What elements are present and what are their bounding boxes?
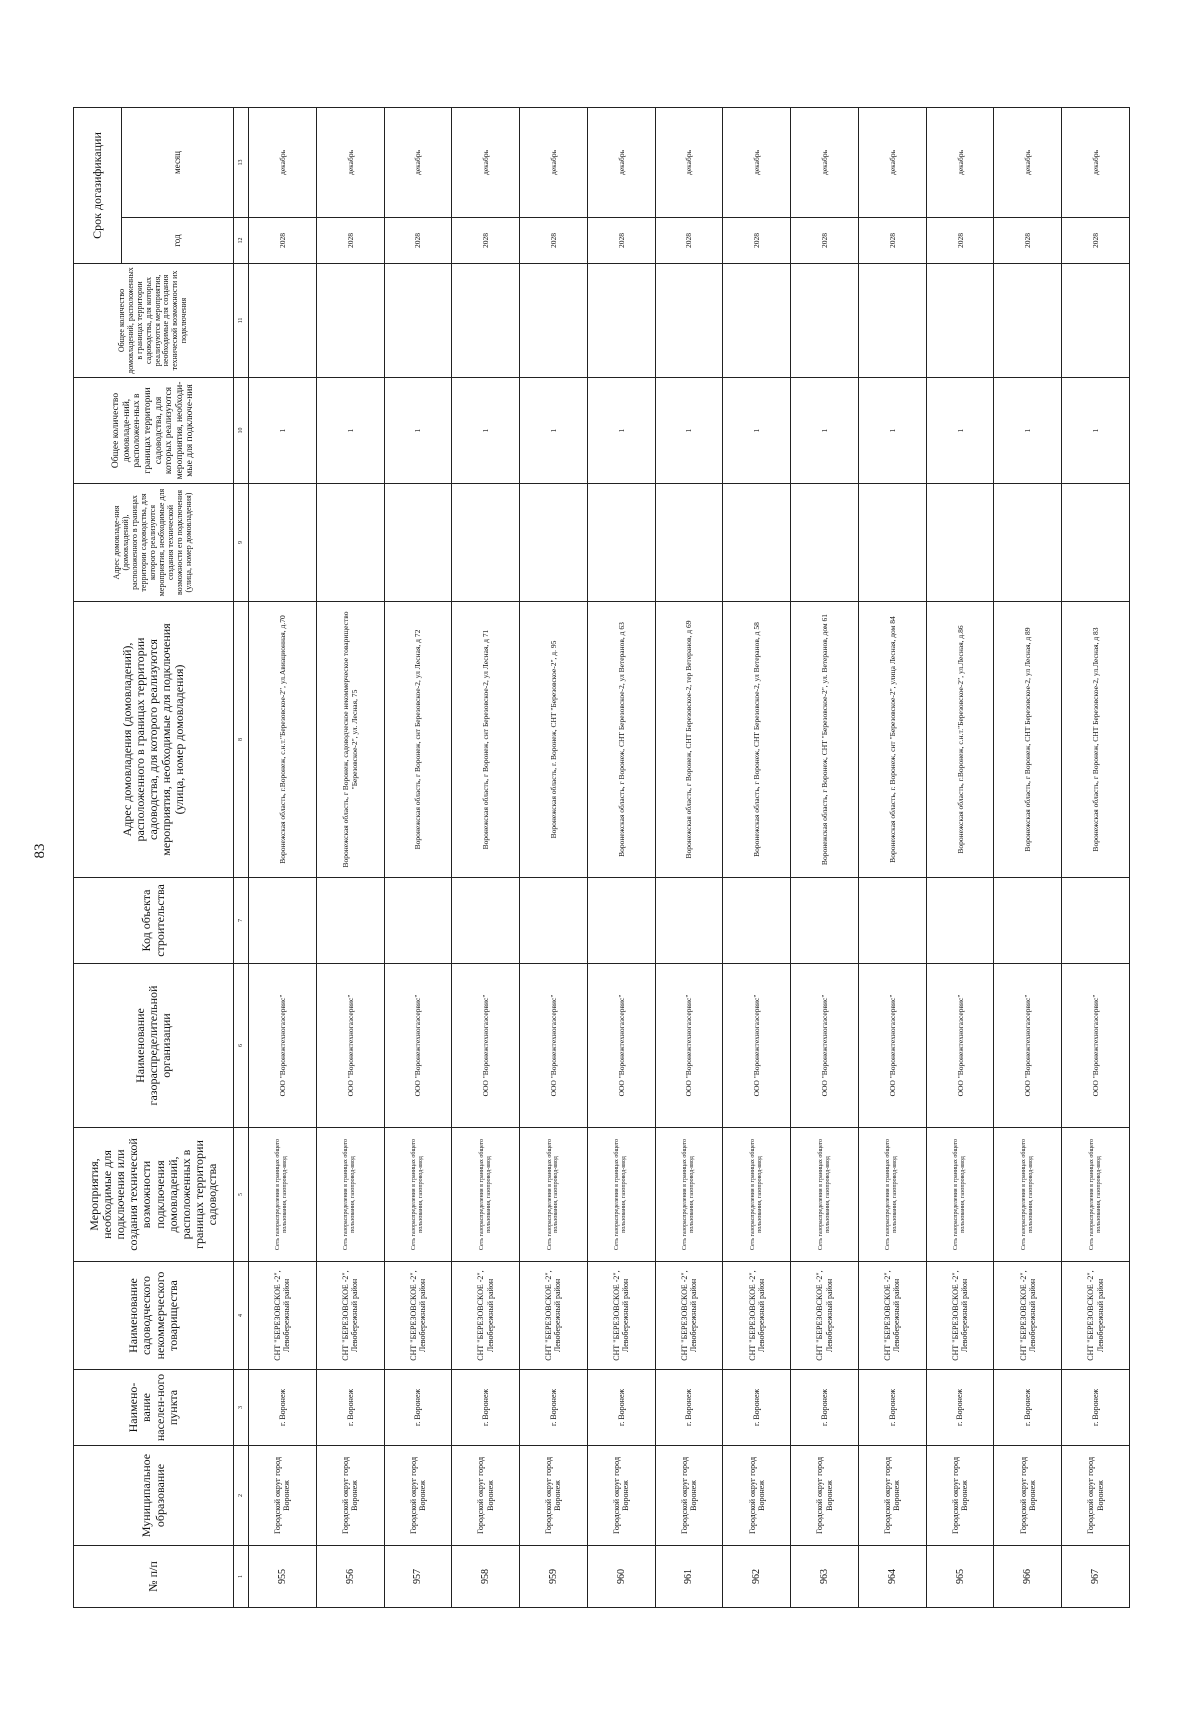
gas-org-cell: ООО "Воронежтехногазсервис"	[858, 964, 926, 1128]
month-cell: декабрь	[520, 107, 588, 217]
object-code-cell	[249, 878, 317, 964]
address-cell: Воронежская область, г Воронеж, снт Березовское-2, ул Лесная, д 71	[452, 602, 520, 878]
header-address: Адрес домовладения (домовладений), расположенного в границах территории садоводства, для которого реализуются мероприятия, необходимые для подключения (улица, номер домовладения)	[74, 602, 234, 878]
settlement-cell: г. Воронеж	[723, 1370, 791, 1446]
object-code-cell	[587, 878, 655, 964]
table-row	[791, 107, 859, 1607]
row-number-cell: 958	[452, 1546, 520, 1608]
row-number-cell: 965	[926, 1546, 994, 1608]
municipality-cell: Городской округ город Воронеж	[587, 1446, 655, 1546]
municipality-cell: Городской округ город Воронеж	[384, 1446, 452, 1546]
count-tech-cell	[926, 264, 994, 378]
address-tech-cell	[587, 484, 655, 602]
header-object-code: Код объекта строительства	[74, 878, 234, 964]
count-tech-cell	[723, 264, 791, 378]
object-code-cell	[858, 878, 926, 964]
gasification-table	[73, 107, 1130, 1608]
municipality-cell: Городской округ город Воронеж	[249, 1446, 317, 1546]
column-number: 1	[234, 1546, 249, 1608]
settlement-cell: г. Воронеж	[858, 1370, 926, 1446]
municipality-cell: Городской округ город Воронеж	[858, 1446, 926, 1546]
count-tech-cell	[384, 264, 452, 378]
snt-cell: СНТ "БЕРЕЗОВСКОЕ -2", Левобережный район	[655, 1262, 723, 1370]
address-tech-cell	[520, 484, 588, 602]
row-number-cell: 962	[723, 1546, 791, 1608]
count-cell: 1	[452, 378, 520, 484]
header-count-tech: Общее количество домовладений, расположенных в границах территории садоводства, для которых реализуются мероприятия, необходимые для создания технической возможности их подключения	[74, 264, 234, 378]
count-cell: 1	[1062, 378, 1130, 484]
address-tech-cell	[1062, 484, 1130, 602]
row-number-cell: 966	[994, 1546, 1062, 1608]
municipality-cell: Городской округ город Воронеж	[452, 1446, 520, 1546]
month-cell: декабрь	[655, 107, 723, 217]
settlement-cell: г. Воронеж	[452, 1370, 520, 1446]
object-code-cell	[452, 878, 520, 964]
column-number: 10	[234, 378, 249, 484]
month-cell: декабрь	[316, 107, 384, 217]
column-number: 7	[234, 878, 249, 964]
snt-cell: СНТ "БЕРЕЗОВСКОЕ -2", Левобережный район	[520, 1262, 588, 1370]
gas-org-cell: ООО "Воронежтехногазсервис"	[452, 964, 520, 1128]
address-tech-cell	[926, 484, 994, 602]
activities-cell: Сеть газораспределения в границах общего пользования, газопровод-ввод	[384, 1128, 452, 1262]
object-code-cell	[384, 878, 452, 964]
month-cell: декабрь	[723, 107, 791, 217]
object-code-cell	[655, 878, 723, 964]
row-number-cell: 957	[384, 1546, 452, 1608]
table-body	[249, 107, 1130, 1607]
table-row	[655, 107, 723, 1607]
table-row	[1062, 107, 1130, 1607]
gas-org-cell: ООО "Воронежтехногазсервис"	[791, 964, 859, 1128]
count-tech-cell	[452, 264, 520, 378]
activities-cell: Сеть газораспределения в границах общего пользования, газопровод-ввод	[249, 1128, 317, 1262]
snt-cell: СНТ "БЕРЕЗОВСКОЕ -2", Левобережный район	[384, 1262, 452, 1370]
address-cell: Воронежская область, г Воронеж, снт Березовское-2, ул Лесная, д 72	[384, 602, 452, 878]
settlement-cell: г. Воронеж	[655, 1370, 723, 1446]
address-tech-cell	[791, 484, 859, 602]
activities-cell: Сеть газораспределения в границах общего пользования, газопровод-ввод	[926, 1128, 994, 1262]
row-number-cell: 961	[655, 1546, 723, 1608]
month-cell: декабрь	[249, 107, 317, 217]
row-number-cell: 964	[858, 1546, 926, 1608]
count-cell: 1	[655, 378, 723, 484]
table-row	[994, 107, 1062, 1607]
month-cell: декабрь	[994, 107, 1062, 217]
snt-cell: СНТ "БЕРЕЗОВСКОЕ -2", Левобережный район	[249, 1262, 317, 1370]
object-code-cell	[791, 878, 859, 964]
address-tech-cell	[655, 484, 723, 602]
object-code-cell	[520, 878, 588, 964]
address-cell: Воронежская область, г.Воронеж, с.н.т."Березовское-2", ул.Авиационная, д.70	[249, 602, 317, 878]
address-tech-cell	[994, 484, 1062, 602]
count-cell: 1	[520, 378, 588, 484]
column-number: 9	[234, 484, 249, 602]
address-tech-cell	[452, 484, 520, 602]
row-number-cell: 959	[520, 1546, 588, 1608]
table-row	[723, 107, 791, 1607]
snt-cell: СНТ "БЕРЕЗОВСКОЕ -2", Левобережный район	[858, 1262, 926, 1370]
table-row	[520, 107, 588, 1607]
year-cell: 2028	[994, 218, 1062, 264]
activities-cell: Сеть газораспределения в границах общего пользования, газопровод-ввод	[520, 1128, 588, 1262]
settlement-cell: г. Воронеж	[926, 1370, 994, 1446]
municipality-cell: Городской округ город Воронеж	[520, 1446, 588, 1546]
row-number-cell: 967	[1062, 1546, 1130, 1608]
count-cell: 1	[587, 378, 655, 484]
activities-cell: Сеть газораспределения в границах общего пользования, газопровод-ввод	[587, 1128, 655, 1262]
address-cell: Воронежская область, г. Воронеж, СНТ "Березовское-2", д. 95	[520, 602, 588, 878]
count-tech-cell	[316, 264, 384, 378]
snt-cell: СНТ "БЕРЕЗОВСКОЕ -2", Левобережный район	[316, 1262, 384, 1370]
address-cell: Воронежская область, г Воронеж, СНТ Березовское-2, ул Ветеранов, д 58	[723, 602, 791, 878]
year-cell: 2028	[655, 218, 723, 264]
count-cell: 1	[791, 378, 859, 484]
municipality-cell: Городской округ город Воронеж	[655, 1446, 723, 1546]
count-cell: 1	[249, 378, 317, 484]
row-number-cell: 960	[587, 1546, 655, 1608]
address-tech-cell	[249, 484, 317, 602]
object-code-cell	[1062, 878, 1130, 964]
activities-cell: Сеть газораспределения в границах общего пользования, газопровод-ввод	[316, 1128, 384, 1262]
header-municipality: Муниципальное образование	[74, 1446, 234, 1546]
settlement-cell: г. Воронеж	[587, 1370, 655, 1446]
address-cell: Воронежская область, г Воронеж, СНТ Березовское-2, ул Ветеранов, д 63	[587, 602, 655, 878]
gas-org-cell: ООО "Воронежтехногазсервис"	[384, 964, 452, 1128]
address-cell: Воронежская область, г Воронеж, СНТ "Березовское-2", ул. Ветеранов, дом 61	[791, 602, 859, 878]
activities-cell: Сеть газораспределения в границах общего пользования, газопровод-ввод	[1062, 1128, 1130, 1262]
settlement-cell: г. Воронеж	[791, 1370, 859, 1446]
activities-cell: Сеть газораспределения в границах общего пользования, газопровод-ввод	[723, 1128, 791, 1262]
table-row	[249, 107, 317, 1607]
municipality-cell: Городской округ город Воронеж	[1062, 1446, 1130, 1546]
count-cell: 1	[384, 378, 452, 484]
address-tech-cell	[723, 484, 791, 602]
table-row	[316, 107, 384, 1607]
settlement-cell: г. Воронеж	[249, 1370, 317, 1446]
gas-org-cell: ООО "Воронежтехногазсервис"	[1062, 964, 1130, 1128]
count-cell: 1	[316, 378, 384, 484]
address-cell: Воронежская область, г Воронеж, СНТ Березовское-2, тер Ветеранов, д 69	[655, 602, 723, 878]
count-tech-cell	[994, 264, 1062, 378]
count-tech-cell	[1062, 264, 1130, 378]
page-number: 83	[32, 843, 48, 859]
month-cell: декабрь	[926, 107, 994, 217]
header-count: Общее количество домовладе-ний, расположен-ных в границах территории садоводства, для которых реализуются мероприятия, необходи-мые для подключе-ния	[74, 378, 234, 484]
activities-cell: Сеть газораспределения в границах общего пользования, газопровод-ввод	[655, 1128, 723, 1262]
header-month: месяц	[122, 107, 234, 217]
gas-org-cell: ООО "Воронежтехногазсервис"	[994, 964, 1062, 1128]
month-cell: декабрь	[587, 107, 655, 217]
count-tech-cell	[587, 264, 655, 378]
column-number: 11	[234, 264, 249, 378]
header-settlement: Наимено-вание населен-ного пункта	[74, 1370, 234, 1446]
table-row	[452, 107, 520, 1607]
month-cell: декабрь	[452, 107, 520, 217]
object-code-cell	[926, 878, 994, 964]
count-cell: 1	[723, 378, 791, 484]
gas-org-cell: ООО "Воронежтехногазсервис"	[926, 964, 994, 1128]
gas-org-cell: ООО "Воронежтехногазсервис"	[520, 964, 588, 1128]
gas-org-cell: ООО "Воронежтехногазсервис"	[316, 964, 384, 1128]
count-tech-cell	[858, 264, 926, 378]
header-snt: Наименование садоводческого некоммерческого товарищества	[74, 1262, 234, 1370]
row-number-cell: 956	[316, 1546, 384, 1608]
activities-cell: Сеть газораспределения в границах общего пользования, газопровод-ввод	[858, 1128, 926, 1262]
snt-cell: СНТ "БЕРЕЗОВСКОЕ -2", Левобережный район	[994, 1262, 1062, 1370]
object-code-cell	[723, 878, 791, 964]
count-tech-cell	[791, 264, 859, 378]
column-number: 8	[234, 602, 249, 878]
snt-cell: СНТ "БЕРЕЗОВСКОЕ -2", Левобережный район	[1062, 1262, 1130, 1370]
address-tech-cell	[316, 484, 384, 602]
municipality-cell: Городской округ город Воронеж	[723, 1446, 791, 1546]
row-number-cell: 955	[249, 1546, 317, 1608]
gas-org-cell: ООО "Воронежтехногазсервис"	[587, 964, 655, 1128]
snt-cell: СНТ "БЕРЕЗОВСКОЕ -2", Левобережный район	[791, 1262, 859, 1370]
column-number: 4	[234, 1262, 249, 1370]
municipality-cell: Городской округ город Воронеж	[791, 1446, 859, 1546]
gas-org-cell: ООО "Воронежтехногазсервис"	[249, 964, 317, 1128]
activities-cell: Сеть газораспределения в границах общего пользования, газопровод-ввод	[994, 1128, 1062, 1262]
header-index: № п/п	[74, 1546, 234, 1608]
count-tech-cell	[249, 264, 317, 378]
column-number: 6	[234, 964, 249, 1128]
count-cell: 1	[858, 378, 926, 484]
object-code-cell	[316, 878, 384, 964]
snt-cell: СНТ "БЕРЕЗОВСКОЕ -2", Левобережный район	[452, 1262, 520, 1370]
address-tech-cell	[858, 484, 926, 602]
settlement-cell: г. Воронеж	[994, 1370, 1062, 1446]
column-number: 5	[234, 1128, 249, 1262]
snt-cell: СНТ "БЕРЕЗОВСКОЕ -2", Левобережный район	[723, 1262, 791, 1370]
year-cell: 2028	[384, 218, 452, 264]
gas-org-cell: ООО "Воронежтехногазсервис"	[723, 964, 791, 1128]
year-cell: 2028	[587, 218, 655, 264]
settlement-cell: г. Воронеж	[520, 1370, 588, 1446]
column-number: 13	[234, 107, 249, 217]
count-cell: 1	[926, 378, 994, 484]
address-cell: Воронежская область, г Воронеж, садоводческое некоммерческое товарищество "Березовское-2", ул. Лесная, 75	[316, 602, 384, 878]
address-tech-cell	[384, 484, 452, 602]
rotated-page	[73, 108, 1130, 1608]
month-cell: декабрь	[384, 107, 452, 217]
year-cell: 2028	[1062, 218, 1130, 264]
table-row	[858, 107, 926, 1607]
table-row	[926, 107, 994, 1607]
count-cell: 1	[994, 378, 1062, 484]
snt-cell: СНТ "БЕРЕЗОВСКОЕ -2", Левобережный район	[587, 1262, 655, 1370]
object-code-cell	[994, 878, 1062, 964]
column-number: 12	[234, 218, 249, 264]
activities-cell: Сеть газораспределения в границах общего пользования, газопровод-ввод	[791, 1128, 859, 1262]
municipality-cell: Городской округ город Воронеж	[316, 1446, 384, 1546]
header-address-tech: Адрес домовладе-ния (домовладений), расположенного в границах территории садоводства, для которого реализуются мероприятия, необходимые для создания технической возможности его подключения (улица, номер домовладения)	[74, 484, 234, 602]
count-tech-cell	[520, 264, 588, 378]
settlement-cell: г. Воронеж	[1062, 1370, 1130, 1446]
year-cell: 2028	[316, 218, 384, 264]
year-cell: 2028	[249, 218, 317, 264]
gas-org-cell: ООО "Воронежтехногазсервис"	[655, 964, 723, 1128]
settlement-cell: г. Воронеж	[384, 1370, 452, 1446]
snt-cell: СНТ "БЕРЕЗОВСКОЕ -2", Левобережный район	[926, 1262, 994, 1370]
year-cell: 2028	[520, 218, 588, 264]
municipality-cell: Городской округ город Воронеж	[994, 1446, 1062, 1546]
count-tech-cell	[655, 264, 723, 378]
month-cell: декабрь	[858, 107, 926, 217]
activities-cell: Сеть газораспределения в границах общего пользования, газопровод-ввод	[452, 1128, 520, 1262]
year-cell: 2028	[723, 218, 791, 264]
column-number: 2	[234, 1446, 249, 1546]
address-cell: Воронежская область, г. Воронеж, снт "Березовское-2", улица Лесная, дом 84	[858, 602, 926, 878]
year-cell: 2028	[858, 218, 926, 264]
header-term: Срок догазификации	[74, 107, 122, 263]
header-gas-org: Наименование газораспределительной организации	[74, 964, 234, 1128]
column-number-row	[234, 107, 249, 1607]
municipality-cell: Городской округ город Воронеж	[926, 1446, 994, 1546]
header-activities: Мероприятия, необходимые для подключения или создания технической возможности подключения домовладений, расположенных в границах территории садоводства	[74, 1128, 234, 1262]
year-cell: 2028	[452, 218, 520, 264]
month-cell: декабрь	[1062, 107, 1130, 217]
table-row	[587, 107, 655, 1607]
address-cell: Воронежская область, г.Воронеж, с.н.т."Березовское-2", ул.Лесная, д.86	[926, 602, 994, 878]
address-cell: Воронежская область, г Воронеж, СНТ Березовское-2, ул Лесная, д 89	[994, 602, 1062, 878]
row-number-cell: 963	[791, 1546, 859, 1608]
table-row	[384, 107, 452, 1607]
header-year: год	[122, 218, 234, 264]
year-cell: 2028	[926, 218, 994, 264]
address-cell: Воронежская область, г Воронеж, СНТ Березовское-2, ул.Лесная, д 83	[1062, 602, 1130, 878]
year-cell: 2028	[791, 218, 859, 264]
column-number: 3	[234, 1370, 249, 1446]
settlement-cell: г. Воронеж	[316, 1370, 384, 1446]
month-cell: декабрь	[791, 107, 859, 217]
